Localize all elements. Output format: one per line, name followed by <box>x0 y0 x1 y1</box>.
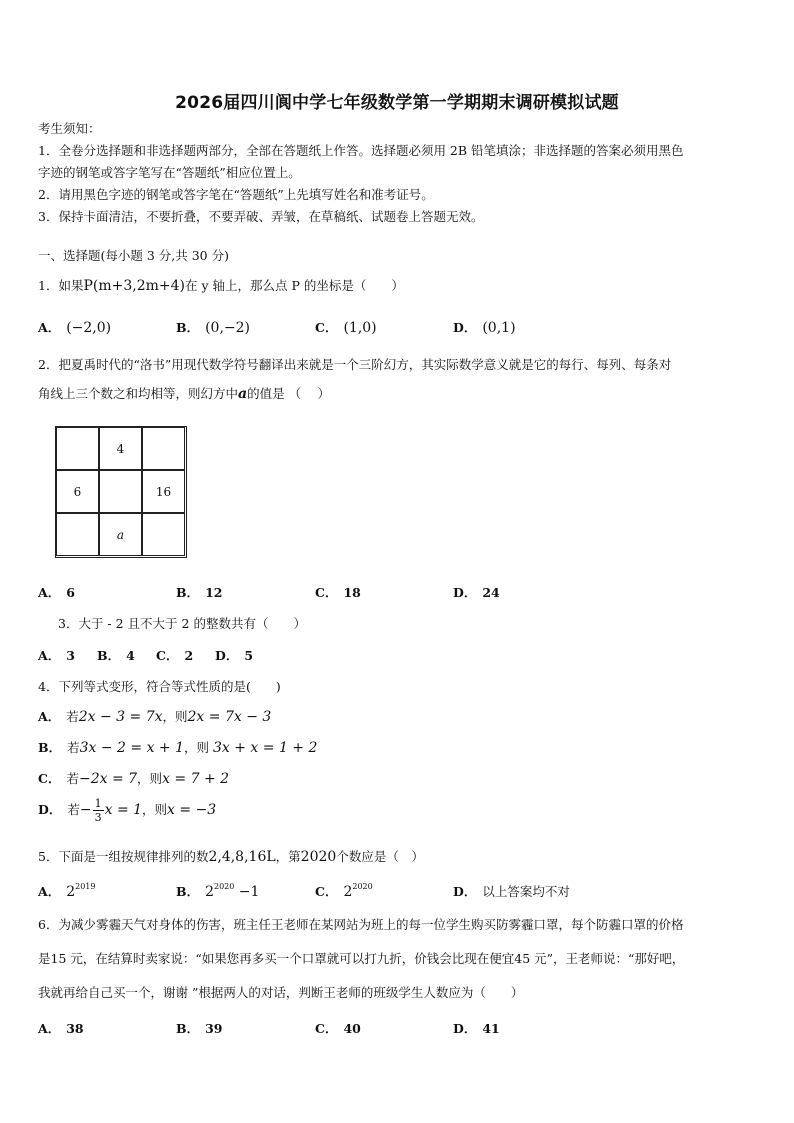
q1-option-c[interactable]: C． (1,0) <box>315 320 377 336</box>
notice-item-1: 1．全卷分选择题和非选择题两部分，全部在答题纸上作答。选择题必须用 2B 铅笔填涂；非选择题的答案必须用黑色 <box>38 143 684 158</box>
q6-option-c[interactable]: C． 40 <box>315 1021 361 1036</box>
q1-option-a[interactable]: A． (−2,0) <box>38 320 112 336</box>
q2-option-c[interactable]: C． 18 <box>315 585 361 600</box>
q2-option-a[interactable]: A． 6 <box>38 585 75 600</box>
notice-item-3: 3．保持卡面清洁，不要折叠，不要弄破、弄皱，在草稿纸、试题卷上答题无效。 <box>38 209 484 224</box>
question-3: 3．大于 - 2 且不大于 2 的整数共有（ ） <box>58 616 306 631</box>
magic-cell: 6 <box>56 470 99 513</box>
q2-option-d[interactable]: D． 24 <box>453 585 500 600</box>
question-4: 4．下列等式变形，符合等式性质的是( ) <box>38 679 281 694</box>
q1-option-d[interactable]: D． (0,1) <box>453 320 516 336</box>
magic-cell: 16 <box>142 470 185 513</box>
q1-suffix: 在 y 轴上，那么点 P 的坐标是（ ） <box>184 278 404 293</box>
q1-option-b[interactable]: B． (0,−2) <box>176 320 250 336</box>
magic-cell: 4 <box>99 427 142 470</box>
magic-cell <box>56 513 99 556</box>
magic-cell <box>142 427 185 470</box>
q4-option-d[interactable]: D． 若− $\frac{1}{3}$ x = 1，则x = −3 <box>38 797 217 824</box>
section-heading: 一、选择题(每小题 3 分,共 30 分) <box>38 248 229 263</box>
q6-option-b[interactable]: B． 39 <box>176 1021 223 1036</box>
q4-option-b[interactable]: B． 若3x − 2 = x + 1，则 3x + x = 1 + 2 <box>38 740 318 756</box>
q3-option-d[interactable]: D． 5 <box>215 648 254 663</box>
magic-cell <box>99 470 142 513</box>
q3-option-a[interactable]: A． 3 <box>38 648 75 663</box>
magic-cell: a <box>99 513 142 556</box>
q3-option-c[interactable]: C． 2 <box>156 648 194 663</box>
q5-option-c[interactable]: C． $2^{2020}$ <box>315 882 373 900</box>
question-1 <box>38 276 404 294</box>
q5-option-a[interactable]: A． $2^{2019}$ <box>38 882 96 900</box>
question-5: 5．下面是一组按规律排列的数2,4,8,16L，第2020个数应是（ ） <box>38 849 424 865</box>
notice-heading: 考生须知： <box>38 121 101 136</box>
magic-cell <box>56 427 99 470</box>
notice-item-2: 2．请用黑色字迹的钢笔或答字笔在“答题纸”上先填写姓名和准考证号。 <box>38 187 434 202</box>
notice-item-1-cont: 字迹的钢笔或答字笔写在“答题纸”相应位置上。 <box>38 165 301 180</box>
q1-expression: P(m+3,2m+4) <box>83 278 185 294</box>
q4-option-a[interactable]: A． 若2x − 3 = 7x，则2x = 7x − 3 <box>38 709 272 725</box>
magic-cell <box>142 513 185 556</box>
exam-title: 2026届四川阆中学七年级数学第一学期期末调研模拟试题 <box>175 93 619 113</box>
fraction: $\frac{1}{3}$ <box>94 797 102 824</box>
q5-option-d[interactable]: D． 以上答案均不对 <box>453 884 570 899</box>
q5-sequence: 2,4,8,16L <box>208 849 276 865</box>
question-6-line-2: 是15 元，在结算时卖家说：“如果您再多买一个口罩就可以打九折，价钱会比现在便宜45 元”，王老师说：“那好吧， <box>38 951 685 966</box>
question-6-line-1: 6．为减少雾霾天气对身体的伤害，班主任王老师在某网站为班上的每一位学生购买防雾霾口罩，每个防霾口罩的价格 <box>38 917 684 932</box>
q5-option-b[interactable]: B． $2^{2020} -1$ <box>176 882 260 900</box>
q3-option-b[interactable]: B． 4 <box>97 648 135 663</box>
q2-variable: a <box>238 386 248 402</box>
q6-option-a[interactable]: A． 38 <box>38 1021 84 1036</box>
question-2-line-1: 2．把夏禹时代的“洛书”用现代数学符号翻译出来就是一个三阶幻方，其实际数学意义就是它的每行、每列、每条对 <box>38 357 672 372</box>
q6-option-d[interactable]: D． 41 <box>453 1021 500 1036</box>
q2-option-b[interactable]: B． 12 <box>176 585 223 600</box>
question-6-line-3: 我就再给自己买一个，谢谢 ”根据两人的对话，判断王老师的班级学生人数应为（ ） <box>38 985 524 1000</box>
question-2-line-2: 角线上三个数之和均相等，则幻方中a的值是 （ ） <box>38 386 331 402</box>
q1-prefix: 1．如果 <box>38 278 84 293</box>
magic-square <box>55 426 187 558</box>
q4-option-c[interactable]: C． 若−2x = 7，则x = 7 + 2 <box>38 771 230 787</box>
